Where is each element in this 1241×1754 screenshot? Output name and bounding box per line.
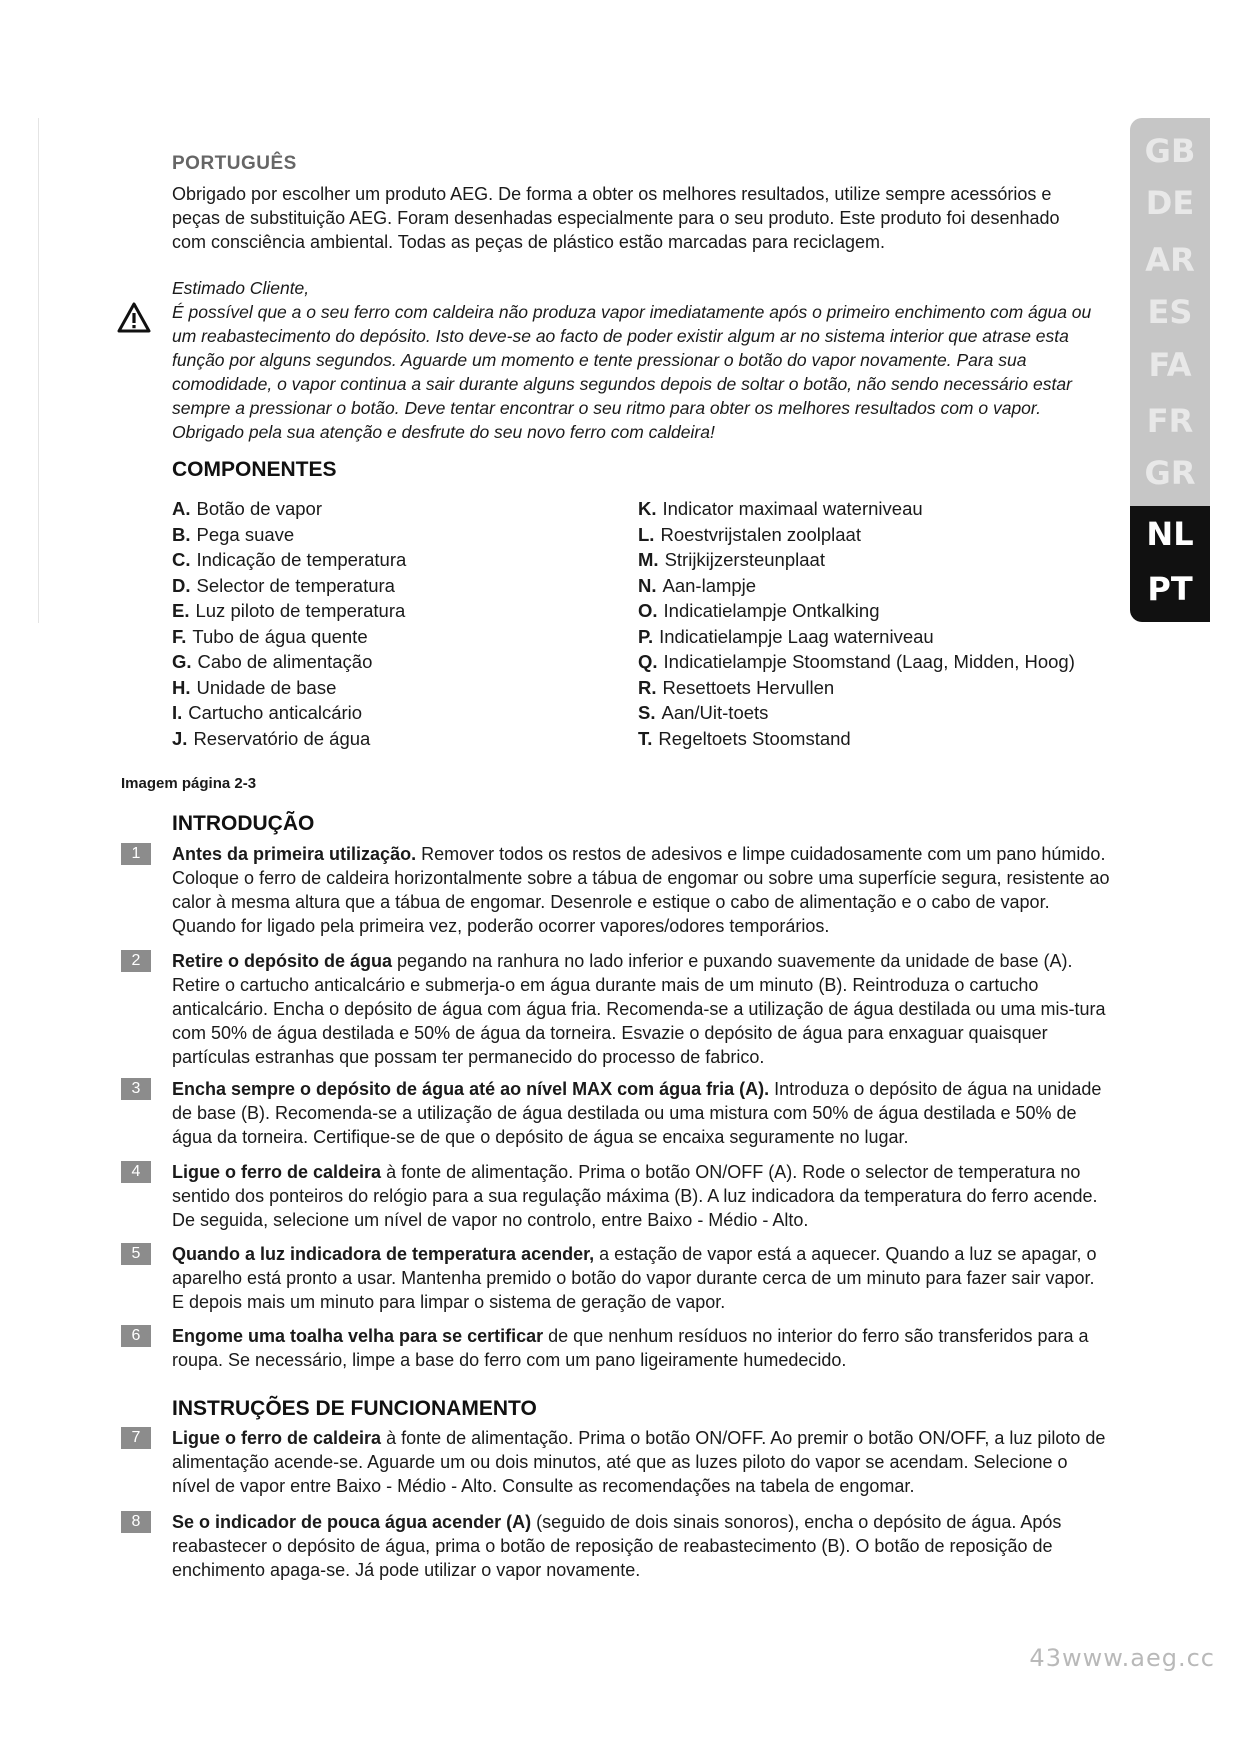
component-label: Indicator maximaal waterniveau xyxy=(662,498,923,519)
component-key: P. xyxy=(638,625,654,647)
list-item xyxy=(638,496,1075,522)
step-text xyxy=(172,949,1110,1069)
step-number-badge: 3 xyxy=(121,1078,151,1100)
list-item xyxy=(172,522,406,548)
component-key: Q. xyxy=(638,651,658,672)
step-lead: Engome uma toalha velha para se certificar xyxy=(172,1326,544,1346)
component-label: Aan-lampje xyxy=(662,574,757,596)
step-body: à fonte de alimentação. Prima o botão ON/OFF (A). Rode o selector de temperatura no sentido dos ponteiros do relógio para a sua regulação máxima (B). A luz indicadora da temperatura do ferro acende. De seguida, selecione um nível de vapor no controlo, entre Baixo - Médio - Alto. xyxy=(172,1162,1098,1230)
tab-fa[interactable]: FA xyxy=(1148,346,1192,384)
step-body: de que nenhum resíduos no interior do ferro são transferidos para a roupa. Se necessário, limpe a base do ferro com um pano ligeiramente humedecido. xyxy=(172,1326,1089,1370)
component-key: N. xyxy=(638,574,657,596)
step-text xyxy=(172,1160,1110,1232)
step-lead: Ligue o ferro de caldeira xyxy=(172,1428,382,1448)
component-key: R. xyxy=(638,676,657,698)
list-item xyxy=(172,700,406,726)
component-label: Aan/Uit-toets xyxy=(661,702,769,723)
component-label: Tubo de água quente xyxy=(192,625,368,647)
tab-ar[interactable]: AR xyxy=(1145,241,1195,279)
tab-es[interactable]: ES xyxy=(1147,293,1193,331)
list-item xyxy=(638,573,1075,599)
components-list-left xyxy=(172,496,406,751)
list-item xyxy=(638,675,1075,701)
component-label: Resettoets Hervullen xyxy=(662,676,835,698)
tab-gb[interactable]: GB xyxy=(1144,132,1196,170)
tab-fr[interactable]: FR xyxy=(1146,402,1194,440)
step-body: pegando na ranhura no lado inferior e puxando suavemente da unidade de base (A). Retire o cartucho anticalcário e submerja-o em água durante mais de um minuto (B). Reintroduza o cartucho anticalcário. Encha o depósito de água com água fria. Recomenda-se a utilização de água destilada ou uma mis-tura com 50% de água destilada e 50% de água da torneira. Esvazie o depósito de água para enxaguar quaisquer partículas estranhas que possam ter permanecido do processo de fabrico. xyxy=(172,951,1106,1067)
page-footer: 43www.aeg.cc xyxy=(1029,1644,1215,1672)
component-label: Cabo de alimentação xyxy=(197,651,373,672)
component-label: Strijkijzersteunplaat xyxy=(664,549,825,570)
component-key: T. xyxy=(638,727,653,749)
step-text xyxy=(172,1426,1110,1498)
step-number-badge: 8 xyxy=(121,1511,151,1533)
components-heading: COMPONENTES xyxy=(172,458,337,481)
step-lead: Retire o depósito de água xyxy=(172,951,393,971)
component-key: F. xyxy=(172,625,187,647)
component-label: Indicatielampje Laag waterniveau xyxy=(659,625,934,647)
list-item xyxy=(172,649,406,675)
component-key: D. xyxy=(172,574,191,596)
list-item xyxy=(638,624,1075,650)
component-key: B. xyxy=(172,523,191,545)
page-edge-line xyxy=(38,118,39,623)
step-body: Remover todos os restos de adesivos e limpe cuidadosamente com um pano húmido. Coloque o ferro de caldeira horizontalmente sobre a tábua de engomar ou sobre uma superfície segura, resistente ao calor à mesma altura que a tábua de engomar. Desenrole e estique o cabo de alimentação e o cabo de vapor. Quando for ligado pela primeira vez, poderão ocorrer vapores/odores temporários. xyxy=(172,844,1110,936)
component-label: Regeltoets Stoomstand xyxy=(658,727,851,749)
list-item xyxy=(172,726,406,752)
list-item xyxy=(638,598,1075,624)
step-number-badge: 2 xyxy=(121,950,151,972)
component-label: Unidade de base xyxy=(196,676,337,698)
step-lead: Antes da primeira utilização. xyxy=(172,844,417,864)
list-item xyxy=(638,522,1075,548)
component-label: Luz piloto de temperatura xyxy=(195,600,406,621)
component-key: L. xyxy=(638,523,655,545)
warning-triangle-icon xyxy=(117,302,151,334)
list-item xyxy=(172,547,406,573)
component-key: O. xyxy=(638,600,658,621)
step-body: (seguido de dois sinais sonoros), encha o depósito de água. Após reabastecer o depósito de água, prima o botão de reposição de reabastecimento (B). O botão de reposição de enchimento apaga-se. Já pode utilizar o vapor novamente. xyxy=(172,1512,1062,1580)
tab-pt[interactable]: PT xyxy=(1147,570,1193,608)
list-item xyxy=(172,598,406,624)
list-item xyxy=(172,573,406,599)
tab-de[interactable]: DE xyxy=(1145,184,1195,222)
step-text xyxy=(172,1510,1110,1582)
component-key: I. xyxy=(172,702,183,723)
list-item xyxy=(638,649,1075,675)
component-label: Indicação de temperatura xyxy=(196,549,407,570)
component-key: H. xyxy=(172,676,191,698)
tab-nl[interactable]: NL xyxy=(1146,515,1194,553)
component-key: G. xyxy=(172,651,192,672)
list-item xyxy=(172,624,406,650)
step-number-badge: 7 xyxy=(121,1427,151,1449)
introduction-heading: INTRODUÇÃO xyxy=(172,812,315,835)
list-item xyxy=(172,675,406,701)
component-label: Pega suave xyxy=(196,523,295,545)
list-item xyxy=(638,700,1075,726)
step-number-badge: 4 xyxy=(121,1161,151,1183)
step-body: a estação de vapor está a aquecer. Quando a luz se apagar, o aparelho está pronto a usar. Mantenha premido o botão do vapor durante cerca de um minuto para fazer sair vapor. E depois mais um minuto para limpar o sistema de geração de vapor. xyxy=(172,1244,1097,1312)
step-number-badge: 5 xyxy=(121,1243,151,1265)
language-title: PORTUGUÊS xyxy=(172,153,297,174)
step-number-badge: 1 xyxy=(121,843,151,865)
component-label: Botão de vapor xyxy=(196,498,322,519)
list-item xyxy=(638,726,1075,752)
component-key: S. xyxy=(638,702,656,723)
step-text xyxy=(172,1324,1110,1372)
component-key: M. xyxy=(638,549,659,570)
operation-instructions-heading: INSTRUÇÕES DE FUNCIONAMENTO xyxy=(172,1397,537,1420)
step-lead: Ligue o ferro de caldeira xyxy=(172,1162,382,1182)
step-text xyxy=(172,1242,1110,1314)
tab-gr[interactable]: GR xyxy=(1144,454,1196,492)
step-text xyxy=(172,842,1110,938)
caution-note xyxy=(172,276,1096,444)
component-key: E. xyxy=(172,600,190,621)
component-key: A. xyxy=(172,498,191,519)
intro-paragraph: Obrigado por escolher um produto AEG. De forma a obter os melhores resultados, utilize sempre acessórios e peças de substituição AEG. Foram desenhadas especialmente para o seu produto. Este produto foi desenhado com consciência ambiental. Todas as peças de plástico estão marcadas para reciclagem. xyxy=(172,184,1060,252)
step-lead: Se o indicador de pouca água acender (A) xyxy=(172,1512,532,1532)
list-item xyxy=(172,496,406,522)
caution-text: É possível que a o seu ferro com caldeira não produza vapor imediatamente após o primeiro enchimento com água ou um reabastecimento do depósito. Isto deve-se ao facto de poder existir algum ar no sistema interior que atrase esta função por alguns segundos. Aguarde um momento e tente pressionar o botão do vapor novamente. Para sua comodidade, o vapor continua a sair durante alguns segundos depois de soltar o botão, não sendo necessário estar sempre a pressionar o botão. Deve tentar encontrar o seu ritmo para obter os melhores resultados com o vapor. Obrigado pela sua atenção e desfrute do seu novo ferro com caldeira! xyxy=(172,302,1092,442)
step-number-badge: 6 xyxy=(121,1325,151,1347)
component-label: Cartucho anticalcário xyxy=(188,702,363,723)
component-key: C. xyxy=(172,549,191,570)
component-label: Indicatielampje Stoomstand (Laag, Midden, Hoog) xyxy=(663,651,1075,672)
step-lead: Quando a luz indicadora de temperatura acender, xyxy=(172,1244,595,1264)
image-page-reference: Imagem página 2-3 xyxy=(121,775,257,792)
list-item xyxy=(638,547,1075,573)
step-body: à fonte de alimentação. Prima o botão ON/OFF. Ao premir o botão ON/OFF, a luz piloto de alimentação acende-se. Aguarde um ou dois minutos, até que as luzes piloto do vapor se acendam. Selecione o nível de vapor entre Baixo - Médio - Alto. Consulte as recomendações na tabela de engomar. xyxy=(172,1428,1106,1496)
caution-greeting: Estimado Cliente, xyxy=(172,278,310,298)
component-label: Selector de temperatura xyxy=(196,574,395,596)
component-label: Indicatielampje Ontkalking xyxy=(663,600,880,621)
step-text xyxy=(172,1077,1110,1149)
component-key: J. xyxy=(172,727,188,749)
components-list-right xyxy=(638,496,1075,751)
component-label: Reservatório de água xyxy=(193,727,371,749)
step-lead: Encha sempre o depósito de água até ao nível MAX com água fria (A). xyxy=(172,1079,770,1099)
step-body: Introduza o depósito de água na unidade de base (B). Recomenda-se a utilização de água destilada ou uma mistura com 50% de água destilada e 50% de água da torneira. Certifique-se de que o depósito de água se encaixa seguramente no lugar. xyxy=(172,1079,1102,1147)
language-tabs xyxy=(1130,118,1210,622)
component-label: Roestvrijstalen zoolplaat xyxy=(660,523,861,545)
component-key: K. xyxy=(638,498,657,519)
